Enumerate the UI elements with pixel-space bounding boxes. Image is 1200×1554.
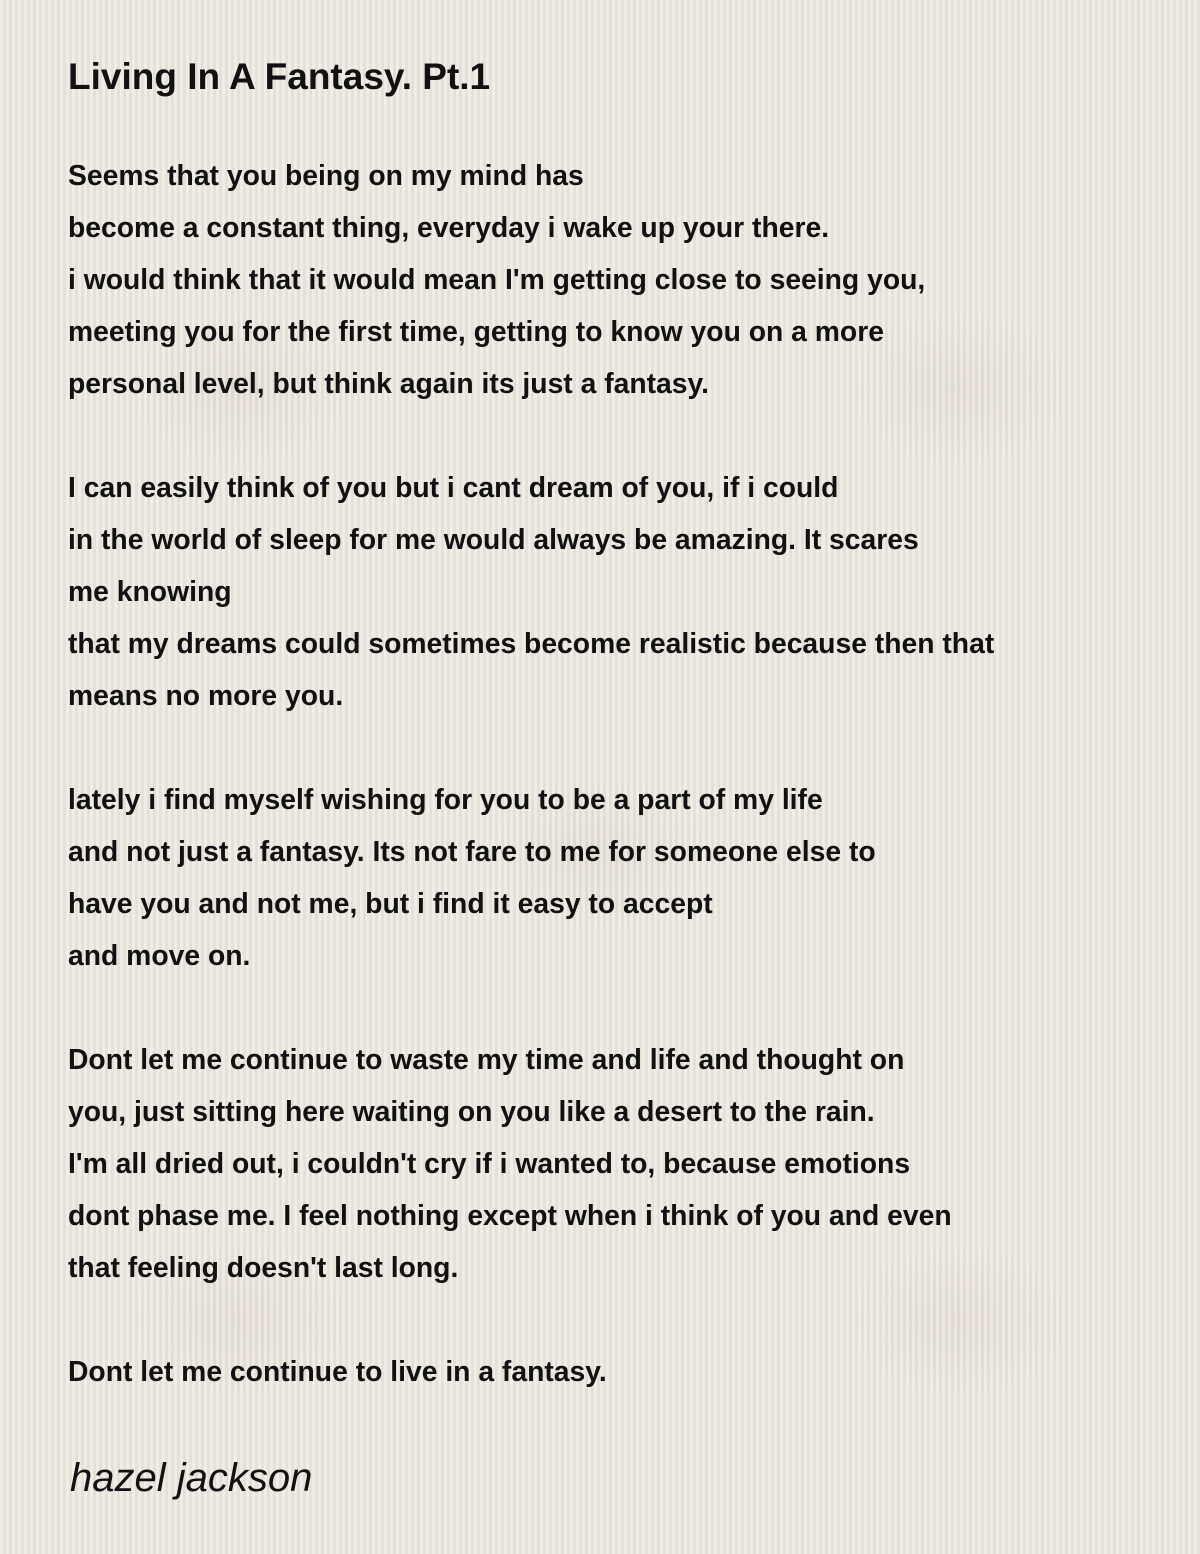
poem-line: means no more you. [68, 679, 344, 711]
poem-line: that feeling doesn't last long. [68, 1251, 459, 1283]
stanza-1 [68, 149, 1168, 409]
poem-line: and not just a fantasy. Its not fare to me for someone else to [68, 835, 876, 867]
poem-line: you, just sitting here waiting on you like a desert to the rain. [68, 1095, 875, 1127]
poem-line: Dont let me continue to live in a fantasy. [68, 1355, 607, 1387]
poem-line: in the world of sleep for me would always be amazing. It scares [68, 523, 919, 555]
poem-author: hazel jackson [70, 1456, 313, 1500]
poem-line: lately i find myself wishing for you to be a part of my life [68, 783, 823, 815]
poem-line: I can easily think of you but i cant dream of you, if i could [68, 471, 839, 503]
poem-line: meeting you for the first time, getting to know you on a more [68, 315, 884, 347]
stanza-2 [68, 461, 1168, 721]
stanza-5 [68, 1345, 1168, 1397]
poem-line: have you and not me, but i find it easy to accept [68, 887, 713, 919]
poem-line: that my dreams could sometimes become realistic because then that [68, 627, 995, 659]
poem-body [68, 149, 1168, 1397]
poem-line: i would think that it would mean I'm getting close to seeing you, [68, 263, 926, 295]
poem-line: I'm all dried out, i couldn't cry if i wanted to, because emotions [68, 1147, 911, 1179]
poem-line: dont phase me. I feel nothing except when i think of you and even [68, 1199, 952, 1231]
poem-line: become a constant thing, everyday i wake up your there. [68, 211, 830, 243]
poem-line: personal level, but think again its just a fantasy. [68, 367, 710, 399]
poem-title: Living In A Fantasy. Pt.1 [68, 56, 491, 97]
poem-line: me knowing [68, 575, 232, 607]
poem-line: Seems that you being on my mind has [68, 159, 584, 191]
stanza-4 [68, 1033, 1168, 1293]
poem-line: Dont let me continue to waste my time and life and thought on [68, 1043, 905, 1075]
poem-line: and move on. [68, 939, 251, 971]
stanza-3 [68, 773, 1168, 981]
